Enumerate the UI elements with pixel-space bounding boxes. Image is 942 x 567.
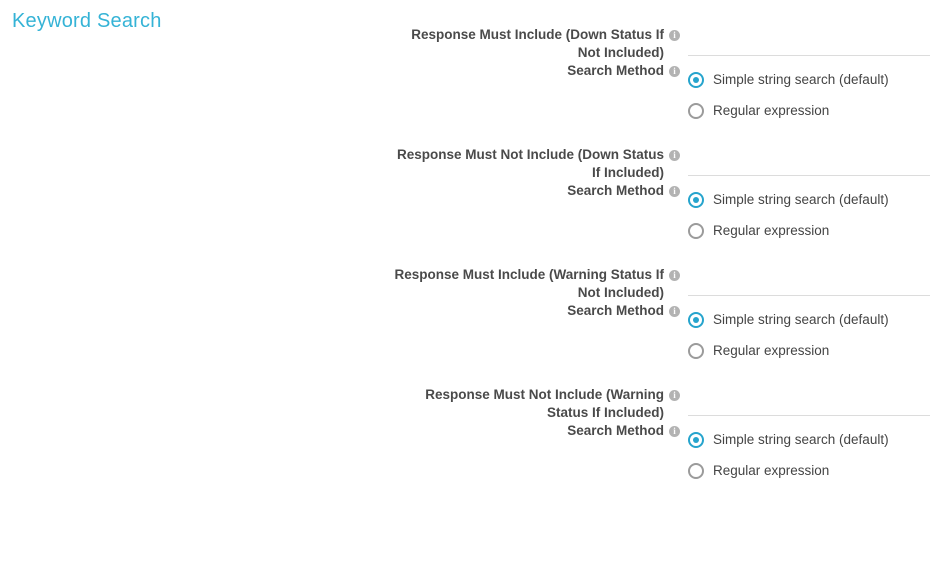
top-spacer xyxy=(0,0,942,26)
response-must-not-include-down-input[interactable] xyxy=(688,154,930,176)
radio-option-regex-1[interactable] xyxy=(688,215,942,246)
radio-regex-0[interactable] xyxy=(688,103,704,119)
search-method-row-1 xyxy=(0,182,942,246)
response-must-include-down-input[interactable] xyxy=(688,34,930,56)
response-must-not-include-down-label-cell xyxy=(0,146,688,182)
response-must-not-include-warning-input-wrap xyxy=(688,386,930,416)
info-icon[interactable]: i xyxy=(669,390,680,401)
radio-option-regex-3[interactable] xyxy=(688,455,942,486)
radio-regex-label-2: Regular expression xyxy=(713,343,830,358)
search-method-label-0: Search Method xyxy=(567,63,664,78)
search-method-field-cell-1 xyxy=(688,182,942,246)
response-must-include-warning-label: Response Must Include (Warning Status If Not Included) xyxy=(394,267,664,300)
search-method-label-3: Search Method xyxy=(567,423,664,438)
search-method-row-3 xyxy=(0,422,942,486)
response-must-include-warning-label-cell xyxy=(0,266,688,302)
info-icon[interactable]: i xyxy=(669,150,680,161)
search-method-row-2 xyxy=(0,302,942,366)
radio-regex-label-1: Regular expression xyxy=(713,223,830,238)
radio-regex-1[interactable] xyxy=(688,223,704,239)
response-must-include-down-label-cell xyxy=(0,26,688,62)
search-method-radio-group-2 xyxy=(688,302,942,366)
radio-option-simple-2[interactable] xyxy=(688,304,942,335)
response-must-not-include-warning-label: Response Must Not Include (Warning Status If Included) xyxy=(425,387,664,420)
search-method-radio-group-1 xyxy=(688,182,942,246)
group-gap-1 xyxy=(0,246,942,266)
search-method-label-1: Search Method xyxy=(567,183,664,198)
search-method-label-cell-2 xyxy=(0,302,688,320)
response-must-include-down-input-wrap xyxy=(688,26,930,56)
response-must-include-down-field-cell xyxy=(688,26,942,56)
group-gap-0 xyxy=(0,126,942,146)
search-method-label-2: Search Method xyxy=(567,303,664,318)
info-icon[interactable]: i xyxy=(669,426,680,437)
response-must-not-include-down-input-wrap xyxy=(688,146,930,176)
radio-simple-label-2: Simple string search (default) xyxy=(713,312,889,327)
radio-simple-label-3: Simple string search (default) xyxy=(713,432,889,447)
response-must-include-down-row xyxy=(0,26,942,62)
search-method-label-cell-3 xyxy=(0,422,688,440)
search-method-radio-group-3 xyxy=(688,422,942,486)
response-must-not-include-warning-input[interactable] xyxy=(688,394,930,416)
search-method-radio-group-0 xyxy=(688,62,942,126)
response-must-include-warning-row xyxy=(0,266,942,302)
response-must-include-warning-field-cell xyxy=(688,266,942,296)
info-icon[interactable]: i xyxy=(669,270,680,281)
response-must-not-include-down-row xyxy=(0,146,942,182)
radio-simple-3[interactable] xyxy=(688,432,704,448)
search-method-row-0 xyxy=(0,62,942,126)
info-icon[interactable]: i xyxy=(669,66,680,77)
radio-simple-0[interactable] xyxy=(688,72,704,88)
response-must-not-include-warning-row xyxy=(0,386,942,422)
search-method-field-cell-0 xyxy=(688,62,942,126)
radio-regex-2[interactable] xyxy=(688,343,704,359)
response-must-not-include-warning-label-cell xyxy=(0,386,688,422)
info-icon[interactable]: i xyxy=(669,186,680,197)
page-title: Keyword Search xyxy=(12,10,162,32)
info-icon[interactable]: i xyxy=(669,30,680,41)
radio-regex-label-0: Regular expression xyxy=(713,103,830,118)
search-method-label-cell-0 xyxy=(0,62,688,80)
response-must-not-include-warning-field-cell xyxy=(688,386,942,416)
radio-simple-2[interactable] xyxy=(688,312,704,328)
radio-option-simple-3[interactable] xyxy=(688,424,942,455)
radio-simple-label-1: Simple string search (default) xyxy=(713,192,889,207)
radio-option-simple-0[interactable] xyxy=(688,64,942,95)
group-gap-2 xyxy=(0,366,942,386)
response-must-include-warning-input[interactable] xyxy=(688,274,930,296)
response-must-not-include-down-label: Response Must Not Include (Down Status If Included) xyxy=(396,147,664,180)
radio-option-simple-1[interactable] xyxy=(688,184,942,215)
info-icon[interactable]: i xyxy=(669,306,680,317)
radio-option-regex-2[interactable] xyxy=(688,335,942,366)
search-method-label-cell-1 xyxy=(0,182,688,200)
response-must-not-include-down-field-cell xyxy=(688,146,942,176)
search-method-field-cell-2 xyxy=(688,302,942,366)
response-must-include-warning-input-wrap xyxy=(688,266,930,296)
radio-simple-1[interactable] xyxy=(688,192,704,208)
radio-simple-label-0: Simple string search (default) xyxy=(713,72,889,87)
search-method-field-cell-3 xyxy=(688,422,942,486)
response-must-include-down-label: Response Must Include (Down Status If Not Included) xyxy=(411,27,664,60)
radio-regex-3[interactable] xyxy=(688,463,704,479)
radio-regex-label-3: Regular expression xyxy=(713,463,830,478)
radio-option-regex-0[interactable] xyxy=(688,95,942,126)
